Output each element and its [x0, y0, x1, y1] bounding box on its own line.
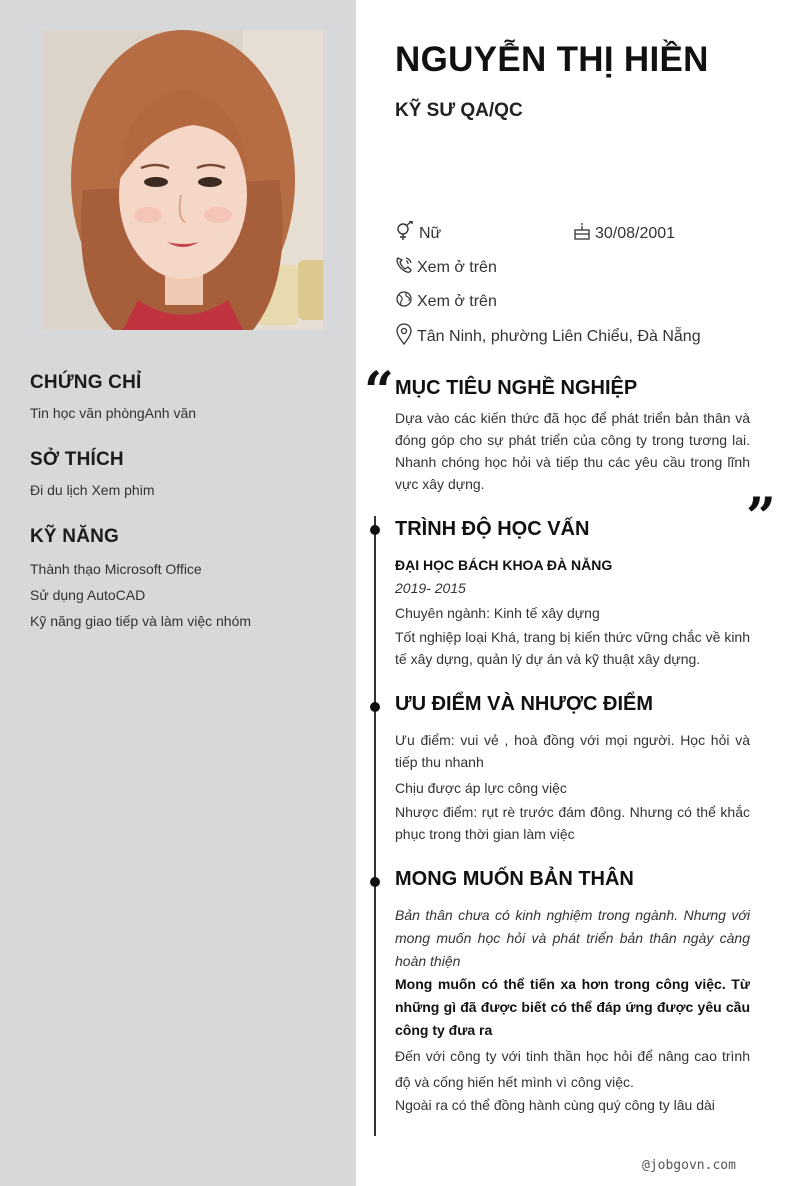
aspirations-title: MONG MUỐN BẢN THÂN: [395, 868, 634, 890]
job-title: KỸ SƯ QA/QC: [395, 100, 523, 121]
hobbies-title: SỞ THÍCH: [30, 449, 124, 470]
gender-icon: [395, 221, 419, 246]
cake-icon: [573, 221, 595, 246]
address-info: [395, 323, 701, 350]
website-info: [395, 289, 497, 314]
gender-info: [395, 221, 441, 246]
map-pin-icon: [395, 323, 417, 350]
profile-photo: [43, 30, 323, 330]
quote-open-icon: “: [364, 361, 394, 422]
aspirations-p4: Ngoài ra có thể đồng hành cùng quý công ty lâu dài: [395, 1097, 715, 1113]
footer-watermark: @jobgovn.com: [642, 1158, 736, 1173]
address-text: Tân Ninh, phường Liên Chiểu, Đà Nẵng: [417, 327, 701, 345]
skills-section: [30, 526, 340, 630]
timeline-dot: [370, 525, 380, 535]
strengths-cons: Nhược điểm: rụt rè trước đám đông. Nhưng có thể khắc phục trong thời gian làm việc: [395, 804, 750, 842]
education-title: TRÌNH ĐỘ HỌC VẤN: [395, 518, 590, 540]
strengths-title: ƯU ĐIỂM VÀ NHƯỢC ĐIỂM: [395, 693, 654, 715]
certificates-section: [30, 372, 340, 422]
skills-title: KỸ NĂNG: [30, 526, 120, 547]
website-text: Xem ở trên: [417, 292, 497, 310]
skill-item: Sử dụng AutoCAD: [30, 587, 146, 603]
phone-icon: [395, 255, 417, 280]
strengths-pros: Ưu điểm: vui vẻ , hoà đồng với mọi người. Học hỏi và tiếp thu nhanh: [395, 732, 750, 770]
certificates-text: Tin học văn phòngAnh văn: [30, 405, 197, 421]
strengths-pressure: Chịu được áp lực công việc: [395, 780, 567, 796]
education-school: ĐẠI HỌC BÁCH KHOA ĐÀ NẴNG: [395, 557, 613, 573]
objective-text: Dựa vào các kiến thức đã học để phát triển bản thân và đóng góp cho sự phát triển của công ty trong tương lai. Nhanh chóng học hỏi và tiếp thu các yêu cầu trong lĩnh vực xây dựng.: [395, 410, 750, 492]
education-period: 2019- 2015: [395, 580, 466, 596]
timeline-dot: [370, 877, 380, 887]
timeline-line: [374, 516, 376, 1136]
aspirations-p3: Đến với công ty với tinh thần học hỏi để nâng cao trình độ và cống hiến hết mình vì công việc.: [395, 1048, 750, 1090]
education-major: Chuyên ngành: Kinh tế xây dựng: [395, 605, 600, 621]
phone-info: [395, 255, 497, 280]
quote-close-icon: ”: [746, 487, 776, 548]
skill-item: Kỹ năng giao tiếp và làm việc nhóm: [30, 613, 252, 629]
certificates-title: CHỨNG CHỈ: [30, 372, 142, 393]
gender-text: Nữ: [419, 224, 442, 242]
aspirations-p2: Mong muốn có thể tiến xa hơn trong công việc. Từ những gì đã được biết có thể đáp ứng được yêu cầu công ty đưa ra: [395, 976, 750, 1038]
hobbies-section: [30, 449, 340, 499]
education-detail: Tốt nghiệp loại Khá, trang bị kiến thức vững chắc về kinh tế xây dựng, quản lý dự án và kỹ thuật xây dựng.: [395, 629, 750, 667]
birthday-info: [573, 221, 675, 246]
birthday-text: 30/08/2001: [595, 224, 676, 242]
candidate-name: NGUYỄN THỊ HIỀN: [395, 40, 709, 79]
hobbies-text: Đi du lịch Xem phim: [30, 482, 155, 498]
objective-title: MỤC TIÊU NGHỀ NGHIỆP: [395, 377, 638, 399]
globe-icon: [395, 289, 417, 314]
skill-item: Thành thạo Microsoft Office: [30, 561, 202, 577]
timeline-dot: [370, 702, 380, 712]
phone-text: Xem ở trên: [417, 258, 497, 276]
aspirations-p1: Bản thân chưa có kinh nghiệm trong ngành. Nhưng với mong muốn học hỏi và phát triển bản thân ngày càng hoàn thiện: [395, 907, 750, 969]
